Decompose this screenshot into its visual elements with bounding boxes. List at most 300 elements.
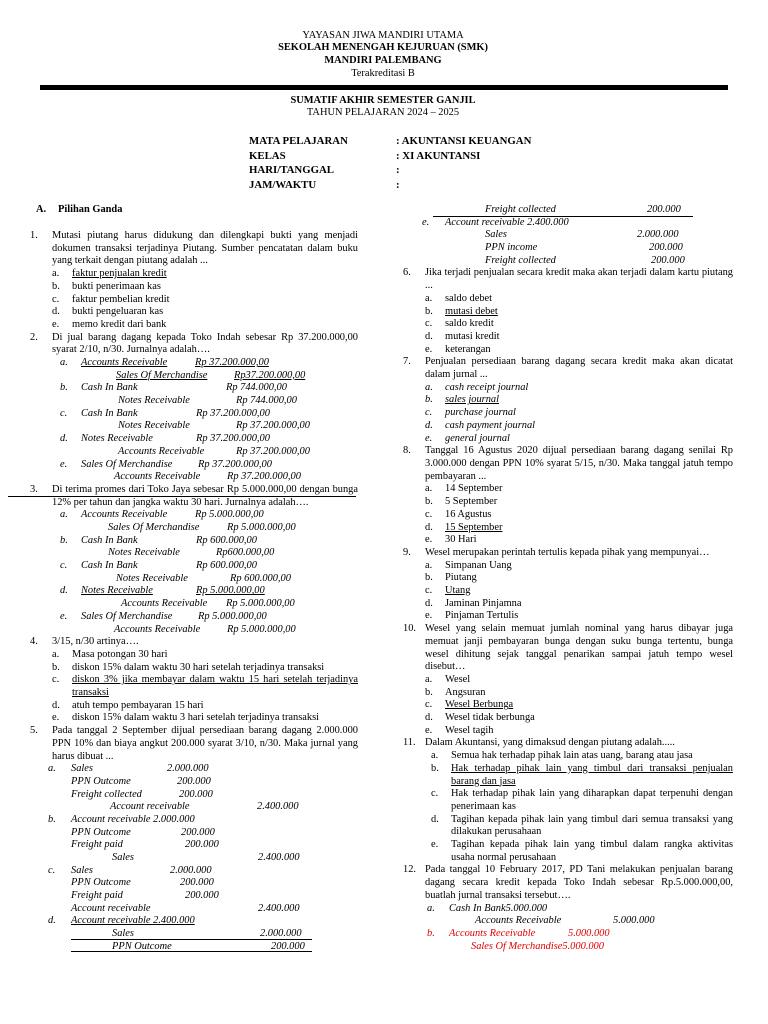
question-5-continued bbox=[403, 204, 733, 267]
meta-value: : bbox=[396, 178, 400, 191]
option-text: Piutang bbox=[445, 572, 477, 584]
credit-account: Accounts Receivable bbox=[114, 623, 201, 635]
option-b[interactable] bbox=[425, 306, 733, 319]
option-letter: e. bbox=[425, 610, 433, 622]
option-e[interactable] bbox=[431, 839, 733, 864]
exam-meta bbox=[249, 134, 532, 192]
option-b[interactable] bbox=[52, 662, 358, 675]
question-text: Pada tanggal 10 February 2017, PD Tani melakukan penjualan barang dagang secara kredit kepada Toko Indah sebesar Rp.5.000.000,00, buatlah jurnal transaksi tersebut…. bbox=[425, 864, 733, 901]
option-letter: e. bbox=[52, 712, 60, 724]
option-text: keterangan bbox=[445, 343, 491, 355]
debit-account: Notes Receivable bbox=[81, 585, 153, 597]
option-text: saldo debet bbox=[445, 292, 493, 304]
journal-account: PPN Outcome bbox=[112, 940, 172, 952]
header-rule bbox=[40, 85, 728, 90]
credit-account: Sales Of Merchandise5.000.000 bbox=[471, 940, 604, 952]
credit-amount: Rp 600.000,00 bbox=[230, 572, 291, 584]
option-text: 14 September bbox=[445, 483, 503, 495]
underline-rule bbox=[8, 496, 356, 497]
option-b[interactable] bbox=[425, 496, 733, 509]
accreditation: Terakreditasi B bbox=[351, 68, 415, 79]
credit-amount: Rp 5.000.000,00 bbox=[226, 598, 295, 610]
credit-account: Accounts Receivable bbox=[114, 471, 201, 483]
option-a[interactable] bbox=[52, 649, 358, 662]
option-e[interactable] bbox=[403, 217, 733, 268]
option-letter: e. bbox=[425, 724, 433, 736]
option-letter: c. bbox=[52, 674, 60, 686]
credit-amount: Rp 37.200.000,00 bbox=[227, 471, 301, 483]
option-text: mutasi kredit bbox=[445, 330, 500, 342]
option-letter: b. bbox=[425, 394, 433, 406]
option-letter: b. bbox=[425, 305, 433, 317]
option-letter: d. bbox=[425, 419, 433, 431]
journal-account: Freight collected bbox=[71, 788, 142, 800]
journal-amount: 200.000 bbox=[177, 775, 211, 787]
credit-amount: Rp 5.000.000,00 bbox=[227, 522, 296, 533]
option-letter: e. bbox=[425, 343, 433, 355]
option-text: 16 Agustus bbox=[445, 508, 492, 520]
question-number: 10. bbox=[403, 623, 416, 635]
option-letter: e. bbox=[431, 839, 439, 851]
option-c[interactable] bbox=[425, 699, 733, 712]
question-text: 3/15, n/30 artinya…. bbox=[52, 636, 139, 648]
debit-amount: Rp 600.000,00 bbox=[196, 560, 257, 572]
option-text: Simpanan Uang bbox=[445, 559, 512, 571]
question-number: 2. bbox=[30, 331, 38, 343]
option-text: Wesel Berbunga bbox=[445, 699, 514, 711]
question-text: Penjualan persediaan barang dagang secara kredit maka akan dicatat dalam jurnal ... bbox=[425, 356, 733, 381]
credit-account: Sales Of Merchandise bbox=[116, 369, 208, 381]
meta-date bbox=[249, 163, 400, 178]
option-c[interactable] bbox=[425, 509, 733, 522]
meta-subject bbox=[249, 134, 532, 149]
credit-account: Accounts Receivable bbox=[118, 445, 205, 457]
option-text: purchase journal bbox=[445, 407, 516, 419]
academic-year: TAHUN PELAJARAN 2024 – 2025 bbox=[306, 107, 460, 118]
journal-amount: 200.000 bbox=[651, 254, 685, 266]
option-b[interactable] bbox=[431, 763, 733, 788]
journal-account: Sales bbox=[112, 928, 134, 940]
option-text: memo kredit dari bank bbox=[72, 318, 167, 330]
option-letter: b. bbox=[60, 534, 68, 546]
credit-account: Notes Receivable bbox=[108, 547, 180, 559]
option-a[interactable] bbox=[425, 382, 733, 395]
option-a[interactable] bbox=[30, 763, 358, 814]
debit-amount: Rp 600.000,00 bbox=[196, 534, 257, 546]
question-text: Tanggal 16 Agustus 2020 dijual persediaan barang dagang senilai Rp 3.000.000 dengan PPN 10% syarat 5/15, n/30. Maka tanggal jatuh tempo pembayaran ... bbox=[425, 445, 733, 482]
question-number: 9. bbox=[403, 546, 411, 558]
option-text: 15 September bbox=[445, 521, 503, 533]
option-letter: d. bbox=[425, 597, 433, 609]
option-text: Wesel tidak berbunga bbox=[445, 712, 535, 724]
journal-amount: 200.000 bbox=[185, 839, 219, 851]
option-letter: a. bbox=[52, 268, 60, 280]
credit-amount: 5.000.000 bbox=[613, 915, 655, 927]
meta-value: : XI AKUNTANSI bbox=[396, 149, 481, 162]
option-text: diskon 15% dalam waktu 30 hari setelah terjadinya transaksi bbox=[72, 661, 325, 673]
question-5 bbox=[30, 725, 358, 953]
option-letter: c. bbox=[431, 788, 439, 800]
option-text: Angsuran bbox=[445, 686, 486, 698]
journal-amount: 200.000 bbox=[181, 826, 215, 838]
meta-label: MATA PELAJARAN bbox=[249, 135, 348, 147]
journal-account: PPN Outcome bbox=[71, 877, 131, 889]
credit-amount: Rp 37.200.000,00 bbox=[236, 445, 310, 457]
credit-account: Notes Receivable bbox=[118, 420, 190, 432]
journal-amount: 2.000.000 bbox=[637, 229, 679, 241]
journal-amount: 200.000 bbox=[647, 204, 681, 215]
journal-amount: 2.400.000 bbox=[257, 801, 299, 813]
debit-amount: 5.000.000 bbox=[568, 927, 610, 939]
option-d[interactable] bbox=[30, 915, 358, 953]
option-letter: b. bbox=[52, 280, 60, 292]
question-number: 1. bbox=[30, 230, 38, 241]
option-c[interactable] bbox=[52, 674, 358, 699]
option-e[interactable] bbox=[52, 319, 358, 332]
option-a[interactable] bbox=[425, 293, 733, 306]
question-11 bbox=[403, 737, 733, 864]
option-letter: c. bbox=[425, 318, 433, 330]
journal-account: PPN Outcome bbox=[71, 826, 131, 838]
foundation-name: YAYASAN JIWA MANDIRI UTAMA bbox=[302, 30, 464, 41]
option-a[interactable] bbox=[425, 483, 733, 496]
debit-amount: Rp 5.000.000,00 bbox=[198, 610, 267, 622]
option-c[interactable] bbox=[425, 318, 733, 331]
option-letter: d. bbox=[431, 813, 439, 825]
credit-account: Sales Of Merchandise bbox=[108, 522, 200, 533]
journal-amount: 200.000 bbox=[185, 890, 219, 902]
option-text: faktur pembelian kredit bbox=[72, 293, 170, 305]
option-letter: a. bbox=[425, 559, 433, 571]
option-text: Utang bbox=[445, 585, 471, 597]
option-e[interactable] bbox=[52, 712, 358, 725]
credit-amount: Rp 37.200.000,00 bbox=[236, 420, 310, 432]
journal-account: Account receivable bbox=[71, 902, 151, 914]
question-text: Di terima promes dari Toko Jaya sebesar Rp 5.000.000,00 dengan bunga 12% per tahun dan jangka waktu 30 hari. Jurnalnya adalah…. bbox=[52, 483, 358, 508]
option-text: cash payment journal bbox=[445, 419, 536, 431]
option-c[interactable] bbox=[431, 788, 733, 813]
question-3 bbox=[30, 484, 358, 636]
option-text: diskon 15% dalam waktu 3 hari setelah terjadinya transaksi bbox=[72, 712, 319, 724]
debit-account: Cash In Bank bbox=[81, 534, 138, 546]
option-b[interactable] bbox=[30, 382, 358, 407]
option-letter: a. bbox=[427, 902, 435, 914]
debit-account: Cash In Bank5.000.000 bbox=[449, 902, 548, 914]
option-text: Hak terhadap pihak lain yang timbul dari transaksi penjualan barang dan jasa bbox=[451, 762, 733, 787]
journal-account: Sales bbox=[112, 852, 134, 864]
option-text: 5 September bbox=[445, 496, 498, 508]
option-letter: e. bbox=[60, 458, 68, 470]
option-c[interactable] bbox=[52, 294, 358, 307]
option-letter: a. bbox=[60, 509, 68, 521]
underline-rule bbox=[71, 939, 312, 940]
option-a[interactable] bbox=[425, 560, 733, 573]
meta-label: HARI/TANGGAL bbox=[249, 164, 334, 176]
option-b[interactable] bbox=[52, 281, 358, 294]
debit-amount: Rp 37.200.000,00 bbox=[198, 458, 272, 470]
option-letter: d. bbox=[60, 433, 68, 445]
debit-amount: Rp 5.000.000,00 bbox=[195, 509, 264, 521]
option-text: bukti pengeluaran kas bbox=[72, 306, 164, 318]
option-a[interactable] bbox=[403, 903, 733, 928]
meta-class bbox=[249, 149, 481, 164]
option-letter: b. bbox=[48, 813, 56, 825]
question-1 bbox=[30, 230, 358, 332]
journal-account: Account receivable 2.400.000 bbox=[71, 915, 195, 927]
option-b[interactable] bbox=[30, 535, 358, 560]
debit-amount: Rp 5.000.000,00 bbox=[196, 585, 265, 597]
option-d[interactable] bbox=[431, 814, 733, 839]
school-name-line1: SEKOLAH MENENGAH KEJURUAN (SMK) bbox=[278, 42, 488, 53]
journal-amount: 2.000.000 bbox=[167, 763, 209, 775]
option-letter: b. bbox=[52, 661, 60, 673]
option-c[interactable] bbox=[425, 585, 733, 598]
option-text: atuh tempo pembayaran 15 hari bbox=[72, 699, 204, 711]
option-letter: a. bbox=[52, 648, 60, 660]
option-b[interactable] bbox=[403, 928, 733, 953]
question-9 bbox=[403, 547, 733, 623]
option-e[interactable] bbox=[425, 433, 733, 446]
debit-amount: Rp 37.200.000,00 bbox=[195, 357, 269, 369]
question-text: Wesel merupakan perintah tertulis kepada pihak yang mempunyai… bbox=[425, 546, 710, 558]
question-6 bbox=[403, 267, 733, 356]
question-7 bbox=[403, 356, 733, 445]
option-letter: b. bbox=[425, 686, 433, 698]
journal-amount: 2.400.000 bbox=[258, 902, 300, 914]
option-letter: d. bbox=[52, 306, 60, 318]
question-number: 6. bbox=[403, 267, 411, 279]
debit-account: Accounts Receivable bbox=[449, 927, 536, 939]
question-number: 7. bbox=[403, 356, 411, 368]
right-column bbox=[403, 204, 733, 953]
option-b[interactable] bbox=[425, 687, 733, 700]
left-column bbox=[30, 204, 358, 954]
question-text: Di jual barang dagang kepada Toko Indah sebesar Rp 37.200.000,00 syarat 2/10, n/30. Jurnalnya adalah…. bbox=[52, 331, 358, 356]
journal-account: Account receivable bbox=[110, 801, 190, 813]
debit-account: Accounts Receivable bbox=[81, 509, 168, 521]
option-c[interactable] bbox=[30, 865, 358, 916]
option-a[interactable] bbox=[431, 750, 733, 763]
option-d[interactable] bbox=[425, 331, 733, 344]
option-d[interactable] bbox=[425, 522, 733, 535]
option-letter: e. bbox=[422, 216, 430, 228]
option-text: Tagihan kepada pihak lain yang timbul dalam rangka aktivitas usaha normal perusahaan bbox=[451, 839, 733, 863]
journal-amount: 200.000 bbox=[180, 877, 214, 889]
journal-account: Freight collected bbox=[485, 204, 556, 215]
journal-account: Sales bbox=[71, 763, 93, 775]
credit-account: Accounts Receivable bbox=[121, 598, 208, 610]
journal-account: Account receivable 2.000.000 bbox=[71, 813, 195, 825]
option-letter: b. bbox=[425, 572, 433, 584]
journal-account: PPN Outcome bbox=[71, 775, 131, 787]
credit-account: Notes Receivable bbox=[116, 572, 188, 584]
question-number: 4. bbox=[30, 636, 38, 648]
question-12 bbox=[403, 864, 733, 953]
credit-account: Accounts Receivable bbox=[475, 915, 562, 927]
option-letter: a. bbox=[425, 292, 433, 304]
section-title: Pilihan Ganda bbox=[58, 204, 123, 215]
meta-time bbox=[249, 178, 400, 193]
option-text: cash receipt journal bbox=[445, 381, 529, 393]
credit-amount: Rp 5.000.000,00 bbox=[227, 623, 296, 635]
option-a[interactable] bbox=[30, 509, 358, 534]
option-letter: c. bbox=[60, 407, 68, 419]
journal-account: Sales bbox=[485, 229, 507, 241]
option-letter: e. bbox=[60, 610, 68, 622]
option-letter: a. bbox=[425, 483, 433, 495]
option-letter: d. bbox=[425, 712, 433, 724]
option-b[interactable] bbox=[425, 572, 733, 585]
option-letter: a. bbox=[425, 381, 433, 393]
option-letter: e. bbox=[425, 432, 433, 444]
meta-label: JAM/WAKTU bbox=[249, 178, 317, 191]
question-number: 11. bbox=[403, 737, 416, 749]
option-letter: a. bbox=[431, 750, 439, 762]
credit-amount: Rp37.200.000,00 bbox=[234, 369, 306, 381]
credit-amount: Rp600.000,00 bbox=[216, 547, 275, 559]
school-name-line2: MANDIRI PALEMBANG bbox=[324, 55, 442, 66]
question-number: 3. bbox=[30, 483, 38, 495]
option-d[interactable] bbox=[425, 712, 733, 725]
question-8 bbox=[403, 445, 733, 547]
option-d[interactable] bbox=[30, 433, 358, 458]
option-a[interactable] bbox=[30, 357, 358, 382]
journal-account: Freight collected bbox=[485, 254, 556, 266]
option-d[interactable] bbox=[30, 585, 358, 610]
option-text: Wesel bbox=[445, 673, 471, 685]
meta-value: : AKUNTANSI KEUANGAN bbox=[396, 135, 532, 147]
journal-amount: 200.000 bbox=[179, 788, 213, 800]
option-e[interactable] bbox=[30, 611, 358, 636]
option-text: Pinjaman Tertulis bbox=[445, 610, 519, 622]
option-letter: b. bbox=[431, 762, 439, 774]
journal-amount: 2.400.000 bbox=[258, 852, 300, 864]
option-letter: c. bbox=[425, 585, 433, 597]
exam-title: SUMATIF AKHIR SEMESTER GANJIL bbox=[290, 95, 476, 106]
question-text: Mutasi piutang harus didukung dan dilengkapi bukti yang menjadi dokumen transaksi terjadinya Piutang. Sumber pencatatan dalam buku yang terkait dengan piutang adalah ... bbox=[52, 230, 358, 267]
option-letter: d. bbox=[48, 915, 56, 927]
debit-account: Sales Of Merchandise bbox=[81, 458, 173, 470]
option-text: bukti penerimaan kas bbox=[72, 280, 161, 292]
option-text: mutasi debet bbox=[445, 305, 498, 317]
option-text: 30 Hari bbox=[445, 534, 477, 546]
option-letter: d. bbox=[52, 699, 60, 711]
option-text: Jaminan Pinjamna bbox=[445, 597, 522, 609]
section-heading bbox=[30, 204, 358, 224]
meta-label: KELAS bbox=[249, 149, 286, 162]
option-letter: a. bbox=[48, 763, 56, 775]
option-text: Wesel tagih bbox=[445, 724, 494, 736]
question-number: 12. bbox=[403, 864, 416, 876]
journal-amount: 200.000 bbox=[649, 242, 683, 254]
credit-account: Notes Receivable bbox=[118, 395, 190, 407]
underline-rule bbox=[71, 951, 312, 952]
option-a[interactable] bbox=[52, 268, 358, 281]
option-text: Tagihan kepada pihak lain yang timbul dari semua transaksi yang dilakukan perusahaan bbox=[451, 813, 733, 838]
option-d[interactable] bbox=[52, 306, 358, 319]
journal-account: Freight paid bbox=[71, 890, 123, 902]
question-10 bbox=[403, 623, 733, 737]
question-2 bbox=[30, 332, 358, 484]
option-letter: c. bbox=[48, 864, 56, 876]
option-e[interactable] bbox=[30, 459, 358, 484]
option-e[interactable] bbox=[425, 344, 733, 357]
journal-account: PPN income bbox=[485, 242, 538, 254]
option-text: Semua hak terhadap pihak lain atas uang, barang atau jasa bbox=[451, 750, 693, 762]
option-text: sales journal bbox=[445, 394, 499, 406]
option-e[interactable] bbox=[425, 534, 733, 547]
option-d[interactable] bbox=[425, 420, 733, 433]
option-text: Masa potongan 30 hari bbox=[72, 648, 168, 660]
option-c[interactable] bbox=[30, 560, 358, 585]
option-letter: a. bbox=[425, 673, 433, 685]
option-e[interactable] bbox=[425, 725, 733, 738]
question-4 bbox=[30, 636, 358, 725]
debit-account: Accounts Receivable bbox=[81, 357, 168, 369]
journal-amount: 200.000 bbox=[271, 940, 305, 952]
journal-amount: 2.000.000 bbox=[170, 864, 212, 876]
option-letter: b. bbox=[425, 496, 433, 508]
debit-account: Cash In Bank bbox=[81, 560, 138, 572]
question-text: Pada tanggal 2 September dijual persediaan barang dagang 2.000.000 PPN 10% dan biaya angkut 200.000 syarat 3/10, n/30. Maka jurnal yang harus dibuat ... bbox=[52, 725, 358, 762]
debit-account: Sales Of Merchandise bbox=[81, 610, 173, 622]
option-letter: b. bbox=[60, 382, 68, 394]
option-letter: b. bbox=[427, 927, 435, 939]
option-letter: c. bbox=[425, 508, 433, 520]
section-letter: A. bbox=[36, 204, 47, 215]
option-e[interactable] bbox=[425, 610, 733, 623]
option-text: Hak terhadap pihak lain yang diharapkan dapat terpenuhi dengan penerimaan kas bbox=[451, 788, 733, 812]
journal-amount: 2.000.000 bbox=[260, 928, 302, 940]
option-text: general journal bbox=[445, 432, 510, 444]
option-a[interactable] bbox=[425, 674, 733, 687]
debit-amount: Rp 37.200.000,00 bbox=[196, 407, 270, 419]
debit-account: Cash In Bank bbox=[81, 382, 138, 394]
debit-amount: Rp 37.200.000,00 bbox=[196, 433, 270, 445]
option-letter: a. bbox=[60, 357, 68, 369]
question-text: Dalam Akuntansi, yang dimaksud dengan piutang adalah..... bbox=[425, 737, 675, 749]
option-letter: d. bbox=[60, 585, 68, 597]
option-letter: d. bbox=[425, 330, 433, 342]
option-letter: c. bbox=[52, 293, 60, 305]
debit-amount: Rp 744.000,00 bbox=[226, 382, 287, 394]
debit-account: Cash In Bank bbox=[81, 407, 138, 419]
debit-account: Notes Receivable bbox=[81, 433, 153, 445]
meta-value: : bbox=[396, 164, 400, 176]
question-number: 8. bbox=[403, 445, 411, 457]
option-c[interactable] bbox=[425, 407, 733, 420]
credit-amount: Rp 744.000,00 bbox=[236, 395, 297, 407]
question-number: 5. bbox=[30, 725, 38, 737]
option-letter: e. bbox=[52, 318, 60, 330]
option-b[interactable] bbox=[30, 814, 358, 865]
option-text: diskon 3% jika membayar dalam waktu 15 hari setelah terjadinya transaksi bbox=[72, 674, 358, 698]
option-b[interactable] bbox=[425, 394, 733, 407]
option-letter: c. bbox=[425, 407, 433, 419]
option-c[interactable] bbox=[30, 408, 358, 433]
question-text: Wesel yang selain memuat jumlah nominal yang harus dibayar juga memuat janji pembayaran bunga dengan suku bunga tertentu, bunga wesel dihitung sejak tanggal penarikan sampai jatuh tempo wesel disebut… bbox=[425, 623, 733, 673]
option-letter: e. bbox=[425, 534, 433, 546]
option-letter: c. bbox=[425, 699, 433, 711]
option-d[interactable] bbox=[425, 598, 733, 611]
option-text: saldo kredit bbox=[445, 318, 494, 330]
journal-account: Account receivable 2.400.000 bbox=[445, 216, 569, 228]
journal-account: Sales bbox=[71, 864, 93, 876]
option-letter: c. bbox=[60, 560, 68, 572]
option-d[interactable] bbox=[52, 700, 358, 713]
journal-account: Freight paid bbox=[71, 839, 123, 851]
question-text: Jika terjadi penjualan secara kredit maka akan terjadi dalam kartu piutang ... bbox=[425, 267, 733, 292]
